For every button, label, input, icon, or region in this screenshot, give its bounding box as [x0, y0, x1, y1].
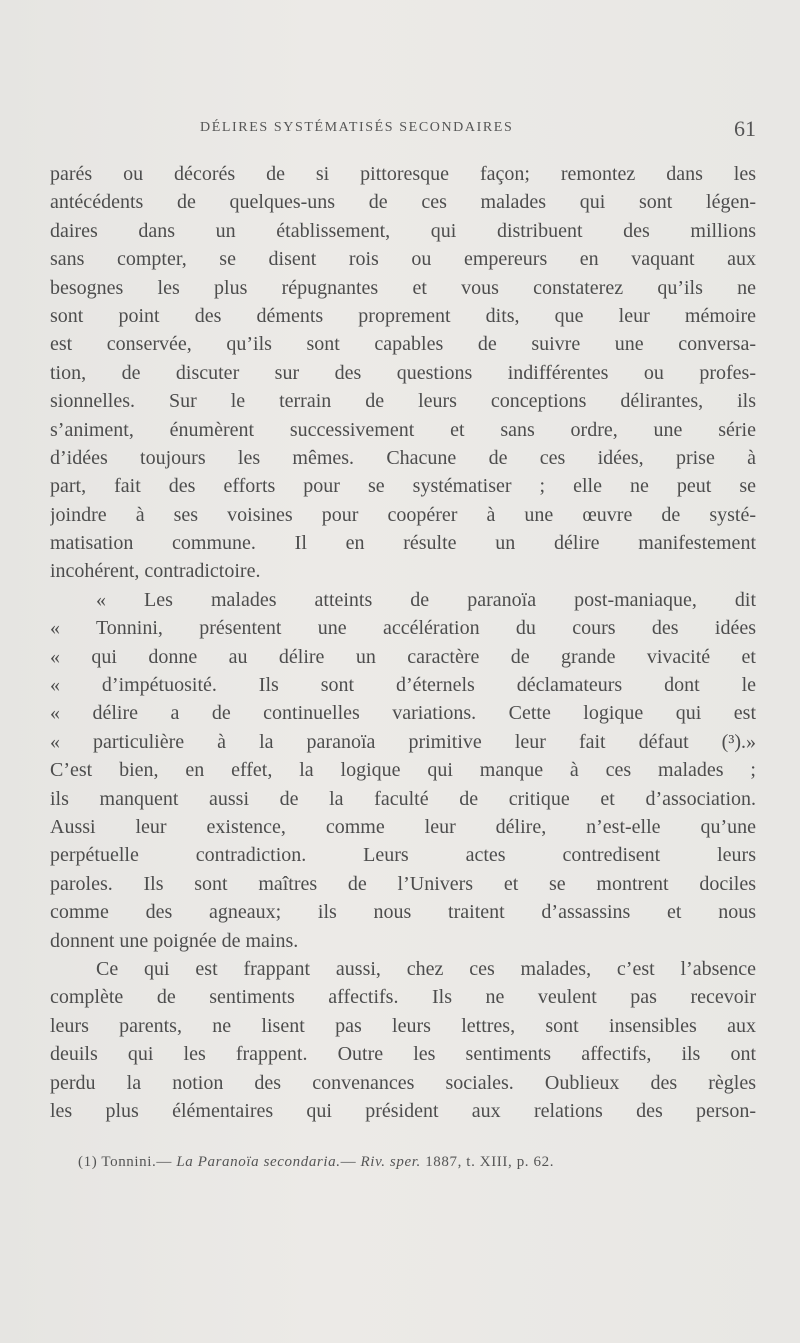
text-line: est conservée, qu’ils sont capables de suivre une conversa- — [50, 333, 756, 356]
text-line: parés ou décorés de si pittoresque façon; remontez dans les — [50, 163, 756, 185]
text-line: comme des agneaux; ils nous traitent d’assassins et nous — [50, 901, 756, 924]
footnote-reference: 1887, t. XIII, p. 62. — [425, 1154, 555, 1170]
text-line: « Les malades atteints de paranoïa post-maniaque, dit — [96, 588, 756, 611]
text-line: daires dans un établissement, qui distribuent des millions — [50, 219, 756, 242]
footnote — [78, 1154, 758, 1171]
text-line: « qui donne au délire un caractère de grande vivacité et — [50, 645, 756, 668]
page-number: 61 — [734, 116, 756, 141]
footnote-separator: — — [340, 1154, 357, 1170]
text-line: besognes les plus répugnantes et vous constaterez qu’ils ne — [50, 276, 756, 299]
text-line: perdu la notion des convenances sociales. Oublieux des règles — [50, 1071, 756, 1094]
text-line: les plus élémentaires qui président aux relations des person- — [50, 1099, 756, 1122]
text-line: paroles. Ils sont maîtres de l’Univers et se montrent dociles — [50, 872, 756, 895]
text-line: deuils qui les frappent. Outre les sentiments affectifs, ils ont — [50, 1043, 756, 1066]
running-head — [50, 118, 756, 142]
footnote-title: La Paranoïa secondaria. — [176, 1154, 341, 1170]
text-line: « particulière à la paranoïa primitive leur fait défaut (³).» — [50, 730, 756, 753]
text-line: complète de sentiments affectifs. Ils ne veulent pas recevoir — [50, 986, 756, 1009]
text-line: matisation commune. Il en résulte un délire manifestement — [50, 532, 756, 555]
body-text — [50, 160, 756, 1125]
footnote-marker: (1) — [78, 1154, 98, 1170]
text-line: joindre à ses voisines pour coopérer à une œuvre de systé- — [50, 503, 756, 526]
text-line: part, fait des efforts pour se systématiser ; elle ne peut se — [50, 475, 756, 498]
text-line: « d’impétuosité. Ils sont d’éternels déclamateurs dont le — [50, 674, 756, 697]
text-line: antécédents de quelques-uns de ces malades qui sont légen- — [50, 191, 756, 214]
text-line: sans compter, se disent rois ou empereurs en vaquant aux — [50, 248, 756, 271]
text-line: perpétuelle contradiction. Leurs actes contredisent leurs — [50, 844, 756, 867]
text-line: leurs parents, ne lisent pas leurs lettres, sont insensibles aux — [50, 1014, 756, 1037]
text-line: tion, de discuter sur des questions indifférentes ou profes- — [50, 361, 756, 384]
text-line: « Tonnini, présentent une accélération du cours des idées — [50, 617, 756, 640]
text-line: incohérent, contradictoire. — [50, 560, 261, 583]
text-line: « délire a de continuelles variations. Cette logique qui est — [50, 702, 756, 725]
text-line: Aussi leur existence, comme leur délire, n’est-elle qu’une — [50, 815, 756, 838]
text-line: C’est bien, en effet, la logique qui manque à ces malades ; — [50, 759, 756, 782]
running-title: DÉLIRES SYSTÉMATISÉS SECONDAIRES — [200, 120, 514, 135]
text-line: Ce qui est frappant aussi, chez ces malades, c’est l’absence — [96, 957, 756, 980]
text-line: sionnelles. Sur le terrain de leurs conceptions délirantes, ils — [50, 390, 756, 413]
text-line: s’animent, énumèrent successivement et sans ordre, une série — [50, 418, 756, 441]
text-line: ils manquent aussi de la faculté de critique et d’association. — [50, 787, 756, 810]
text-line: donnent une poignée de mains. — [50, 929, 299, 952]
footnote-journal: Riv. sper. — [360, 1154, 421, 1170]
footnote-author: Tonnini.— — [101, 1154, 172, 1170]
text-line: sont point des déments proprement dits, que leur mémoire — [50, 304, 756, 327]
text-line: d’idées toujours les mêmes. Chacune de ces idées, prise à — [50, 446, 756, 469]
